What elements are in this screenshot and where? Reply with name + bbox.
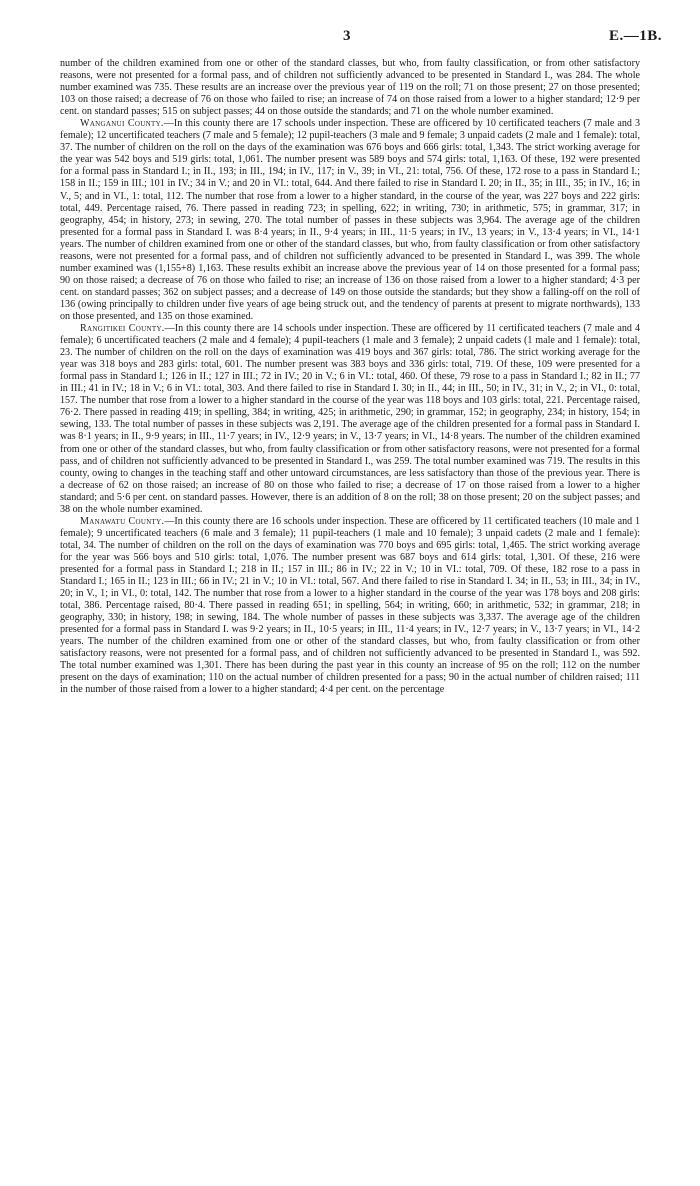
page-body	[60, 58, 640, 696]
paragraph-heading: Manawatu County.	[80, 515, 165, 527]
paragraph-wanganui-county	[60, 118, 640, 323]
paragraph-text: —In this county there are 14 schools under inspection. These are officered by 11 certificated teachers (7 male and 4 female); 6 uncertificated teachers (2 male and 4 female); 4 pupil-teachers (1 male and 3 female); 2 unpaid cadets (1 male and 1 female): total, 23. The number of children on the roll on the days of examination was 419 boys and 367 girls: total, 786. The strict working average for the year was 318 boys and 283 girls: total, 601. The number present was 383 boys and 336 girls: total, 719. Of these, 109 were presented for a formal pass in Standard I.; 126 in II.; 127 in III.; 72 in IV.; 20 in V.; 6 in VI.: total, 460. Of these, 79 rose to a pass in Standard I.; 82 in II.; 77 in III.; 41 in IV.; 18 in V.; 6 in VI.: total, 303. And there failed to rise in Standard I. 30; in II., 44; in III., 50; in IV., 31; in V., 2; in VI., 0: total, 157. The number that rose from a lower to a higher standard in the course of the year was 118 boys and 103 girls: total, 221. Percentage raised, 76·2. There passed in reading 419; in spelling, 384; in writing, 425; in arithmetic, 290; in grammar, 152; in geography, 234; in history, 154; in sewing, 133. The total number of passes in these subjects was 2,191. The average age of the children presented for a formal pass in Standard I. was 8·1 years; in II., 9·9 years; in III., 11·7 years; in IV., 12·9 years; in V., 13·7 years; in VI., 14·8 years. The number of the children examined from one or other of the standard classes, but who, from faulty classification or from other satisfactory reasons, were not presented for a formal pass, and of children not sufficiently advanced to be presented in Standard I., was 259. The total number examined was 719. The results in this county, owing to changes in the teaching staff and other untoward circumstances, are less satisfactory than those of the previous year. There is a decrease of 62 on those raised; an increase of 80 on those who failed to rise; a decrease of 17 on those raised from a lower to a higher standard; and 5·6 per cent. on standard passes. However, there is an addition of 8 on the roll; 38 on those present; 20 on the subject passes; and 38 on the whole number examined.	[60, 323, 640, 515]
document-reference: E.—1B.	[608, 28, 662, 44]
paragraph-heading: Wanganui County.	[80, 118, 164, 130]
paragraph-heading: Rangitikei County.	[80, 323, 165, 335]
paragraph-rangitikei-county	[60, 323, 640, 516]
paragraph-text: —In this county there are 16 schools under inspection. These are officered by 11 certificated teachers (10 male and 1 female); 9 uncertificated teachers (6 male and 3 female); 11 pupil-teachers (1 male and 10 female); 3 unpaid cadets (2 male and 1 female): total, 34. The number of children on the roll on the days of examination was 770 boys and 695 girls: total, 1,465. The strict working average for the year was 566 boys and 510 girls: total, 1,076. The number present was 687 boys and 614 girls: total, 1,301. Of these, 216 were presented for a formal pass in Standard I.; 218 in II.; 157 in III.; 86 in IV.; 22 in V.; 10 in VI.: total, 709. Of these, 182 rose to a pass in Standard I.; 165 in II.; 123 in III.; 66 in IV.; 21 in V.; 10 in VI.: total, 567. And there failed to rise in Standard I. 34; in II., 53; in III., 34; in IV., 20; in V., 1; in VI., 0: total, 142. The number that rose from a lower to a higher standard in the course of the year was 178 boys and 208 girls: total, 386. Percentage raised, 80·4. There passed in reading 651; in spelling, 564; in writing, 660; in arithmetic, 532; in grammar, 218; in geography, 330; in history, 198; in sewing, 184. The whole number of passes in these subjects was 3,337. The average age of the children presented for a formal pass in Standard I. was 9·2 years; in II., 10·5 years; in III., 11·4 years; in IV., 12·7 years; in V., 13·7 years; in VI., 14·2 years. The number of the children examined from one or other of the standard classes, but who, from faulty classification or from other satisfactory reasons, were not presented for a formal pass, and of children not sufficiently advanced to be presented in Standard I., was 592. The total number examined was 1,301. There has been during the past year in this county an increase of 95 on the roll; 112 on the number present on the days of examination; 110 on the actual number of children presented for a pass; 90 in the actual number of children raised; 111 in the number of those raised from a lower to a higher standard; 4·4 per cent. on the percentage	[60, 515, 640, 696]
paragraph-text: —In this county there are 17 schools under inspection. These are officered by 10 certificated teachers (7 male and 3 female); 12 uncertificated teachers (7 male and 5 female); 12 pupil-teachers (3 male and 9 female; 3 unpaid cadets (2 male and 1 female): total, 37. The number of children on the roll on the days of the examination was 676 boys and 666 girls: total, 1,343. The strict working average for the year was 542 boys and 519 girls: total, 1,061. The number present was 589 boys and 574 girls: total, 1,163. Of these, 192 were presented for a formal pass in Standard I.; in II., 193; in III., 194; in IV., 117; in V., 39; in VI., 21: total, 756. Of these, 172 rose to a pass in Standard I.; 158 in II.; 159 in III.; 101 in IV.; 34 in V.; and 20 in VI.: total, 644. And there failed to rise in Standard I. 20; in II., 35; in III., 35; in IV., 16; in V., 5; and in VI., 1: total, 112. The number that rose from a lower to a higher standard, in the course of the year, was 227 boys and 222 girls: total, 449. Percentage raised, 76. There passed in reading 723; in spelling, 622; in writing, 730; in arithmetic, 575; in grammar, 317; in geography, 454; in history, 273; in sewing, 270. The total number of passes in these subjects was 3,964. The average age of the children presented for a formal pass in Standard I. was 8·4 years; in II., 9·4 years; in III., 11·5 years; in IV., 13 years; in V., 13·4 years; in VI., 14·1 years. The number of children examined from one or other of the standard classes, but who, from faulty classification or from other satisfactory reasons, were not presented for a formal pass, and of children not sufficiently advanced to be presented in Standard I., was 399. The whole number examined was (1,155+8) 1,163. These results exhibit an increase above the previous year of 14 on those presented for a formal pass; 90 on those raised; a decrease of 76 on those who failed to rise; an increase of 136 on those raised from a lower to a higher standard; 4·3 per cent. on standard passes; 362 on subject passes; and a decrease of 149 on those outside the standards; but they show a falling-off on the roll of 136 (owing principally to children under five years of age being struck out, and the tendency of parents at present to migrate northwards), 133 on those presented, and 135 on those examined.	[60, 118, 640, 322]
paragraph-manawatu-county	[60, 516, 640, 697]
paragraph-continuation	[60, 58, 640, 118]
page-number: 3	[343, 28, 351, 44]
page-header	[0, 28, 700, 48]
paragraph-text: number of the children examined from one or other of the standard classes, but who, from faulty classification, or from other satisfactory reasons, were not presented for a formal pass, and of children not sufficiently advanced to be presented in Standard I., was 284. The whole number examined was 735. These results are an increase over the previous year of 119 on the roll; 71 on those present; 27 on those presented; 103 on those raised; a decrease of 76 on those who failed to rise; an increase of 74 on those raised from a lower to a higher standard; 12·9 per cent. on standard passes; 515 on subject passes; 44 on those outside the standards; and 71 on the whole number examined.	[60, 58, 640, 118]
